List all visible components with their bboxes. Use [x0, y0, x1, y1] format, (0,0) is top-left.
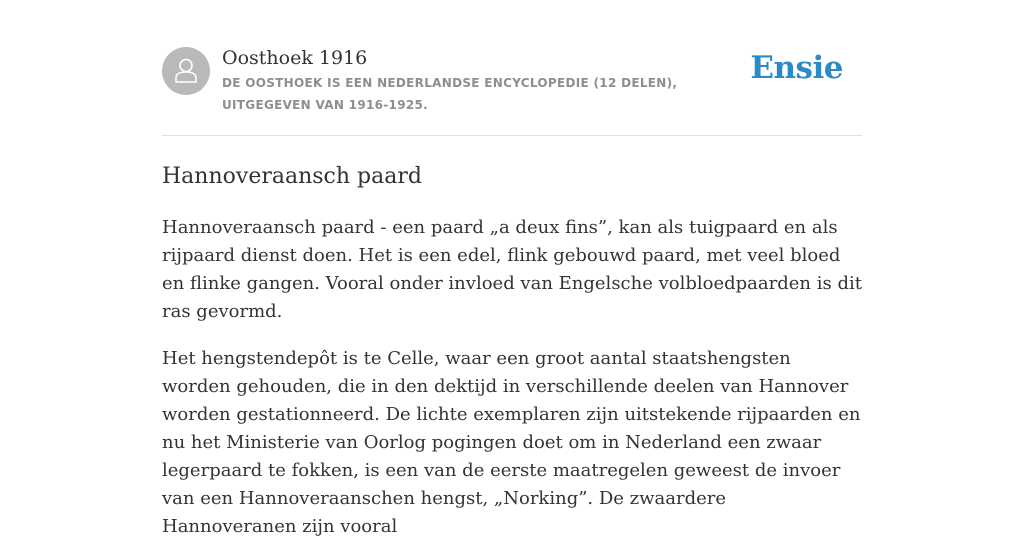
- article-paragraph: Hannoveraansch paard - een paard „a deux fins”, kan als tuigpaard en als rijpaard dienst doen. Het is een edel, flink gebouwd paard, met veel bloed en flinke gangen. Vooral onder invloed van Engelsche volbloedpaarden is dit ras gevormd.: [162, 217, 862, 322]
- article-title: Hannoveraansch paard: [162, 164, 422, 189]
- source-title[interactable]: Oosthoek 1916: [222, 47, 368, 69]
- ensie-logo[interactable]: Ensie: [750, 50, 843, 86]
- page: [162, 0, 862, 541]
- user-silhouette-icon: [162, 47, 210, 95]
- article-paragraph: Het hengstendepôt is te Celle, waar een groot aantal staatshengsten worden gehouden, die in den dektijd in verschillende deelen van Hannover worden gestationneerd. De lichte exemplaren zijn uitstekende rijpaarden en nu het Ministerie van Oorlog pogingen doet om in Nederland een zwaar legerpaard te fokken, is een van de eerste maatregelen geweest de invoer van een Hannoveraanschen hengst, „Norking”. De zwaardere Hannoveranen zijn vooral: [162, 348, 861, 537]
- source-header: [162, 0, 862, 136]
- source-description: DE OOSTHOEK IS EEN NEDERLANDSE ENCYCLOPEDIE (12 DELEN), UITGEGEVEN VAN 1916-1925.: [222, 76, 678, 112]
- source-info: [222, 45, 762, 116]
- source-avatar[interactable]: [162, 47, 210, 95]
- article: [162, 162, 862, 541]
